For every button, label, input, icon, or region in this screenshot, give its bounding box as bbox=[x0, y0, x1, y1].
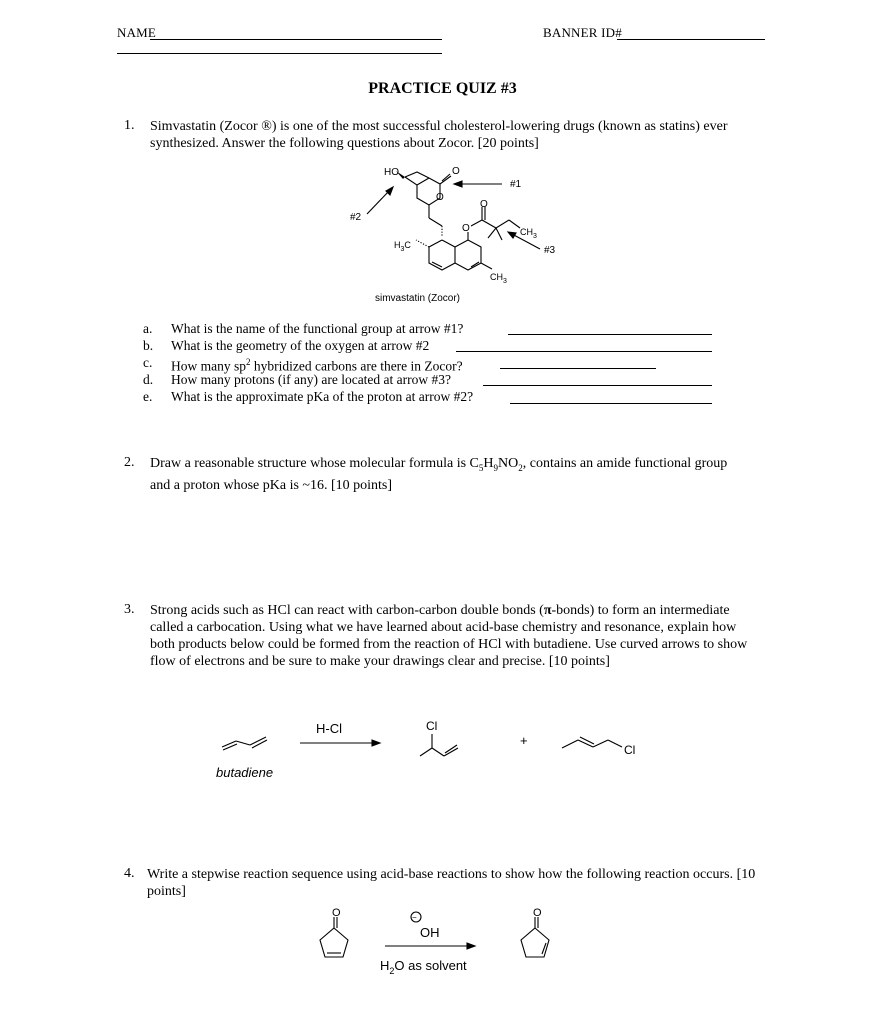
q1d-letter: d. bbox=[143, 372, 154, 387]
q2-text: Draw a reasonable structure whose molecular formula is $C_5H_9NO_2$, contains an amide functional group and a proton whose pKa is ~16. [10 points] bbox=[150, 456, 728, 493]
name-field-underline bbox=[117, 53, 442, 54]
product1-cl: Cl bbox=[426, 719, 438, 733]
q1e-text: What is the approximate pKa of the proton at arrow #2? bbox=[171, 389, 474, 404]
q1c-letter: c. bbox=[143, 355, 153, 370]
arrow-3-label: #3 bbox=[544, 245, 556, 256]
banner-id-label: BANNER ID# bbox=[543, 25, 622, 40]
q4-left-o: O bbox=[332, 907, 341, 919]
lactone-carbonyl-o: O bbox=[452, 166, 460, 177]
q4-number: 4. bbox=[124, 866, 135, 881]
hydroxide-label: OH bbox=[420, 925, 440, 940]
ester-carbonyl-o: O bbox=[480, 199, 488, 210]
q4-reaction-scheme bbox=[300, 905, 560, 985]
q1b-answer-line[interactable] bbox=[456, 351, 712, 352]
arrow-2-label: #2 bbox=[350, 212, 362, 223]
ch3-label-b: $CH_3$ bbox=[490, 272, 507, 285]
simvastatin-structure bbox=[330, 160, 580, 310]
q1c-text: How many $sp^2$ hybridized carbons are there in Zocor? bbox=[171, 357, 463, 374]
q1a-text: What is the name of the functional group at arrow #1? bbox=[171, 321, 464, 336]
plus-sign: + bbox=[520, 733, 528, 748]
q1a-letter: a. bbox=[143, 321, 153, 336]
q4-text: Write a stepwise reaction sequence using acid-base reactions to show how the following reaction occurs. [10 points] bbox=[147, 867, 756, 899]
banner-id-field-line[interactable] bbox=[617, 39, 765, 40]
arrow-1-label: #1 bbox=[510, 179, 522, 190]
name-label: NAME bbox=[117, 25, 157, 40]
name-field-line[interactable] bbox=[150, 39, 442, 40]
q1-text: Simvastatin (Zocor ®) is one of the most successful cholesterol-lowering drugs (known as statins) ever synthesized. Answer the following questions about Zocor. [20 points] bbox=[150, 119, 728, 151]
figure-caption: simvastatin (Zocor) bbox=[375, 293, 461, 304]
reagent-hcl: H-Cl bbox=[316, 721, 342, 736]
q3-reaction-scheme bbox=[210, 712, 660, 792]
butadiene-label: butadiene bbox=[216, 765, 274, 780]
h3c-label: $H_3C$ bbox=[394, 240, 411, 253]
q2-number: 2. bbox=[124, 455, 135, 470]
product2-cl: Cl bbox=[624, 743, 636, 757]
ho-label: HO bbox=[384, 167, 399, 178]
q1e-letter: e. bbox=[143, 389, 153, 404]
ester-o: O bbox=[462, 223, 470, 234]
solvent-label: $H_2O$ as solvent bbox=[380, 958, 467, 976]
q1c-answer-line[interactable] bbox=[500, 368, 656, 369]
q1-number: 1. bbox=[124, 118, 135, 133]
q1d-answer-line[interactable] bbox=[483, 385, 712, 386]
q1b-text: What is the geometry of the oxygen at arrow #2 bbox=[171, 338, 430, 353]
q4-right-o: O bbox=[533, 907, 542, 919]
lactone-ring-o: O bbox=[436, 192, 444, 203]
page-title: PRACTICE QUIZ #3 bbox=[368, 80, 517, 97]
q1e-answer-line[interactable] bbox=[510, 403, 712, 404]
q3-number: 3. bbox=[124, 602, 135, 617]
q1a-answer-line[interactable] bbox=[508, 334, 712, 335]
q3-text: Strong acids such as HCl can react with carbon-carbon double bonds (π-bonds) to form an intermediate called a carbocation. Using what we have learned about acid-base chemistry and resonance, explain how both products below could be formed from the reaction of HCl with butadiene. Use curved arrows to show flow of electrons and be sure to make your drawings clear and precise. [10 points] bbox=[150, 603, 748, 669]
ch3-label-a: $CH_3$ bbox=[520, 227, 537, 240]
q1d-text: How many protons (if any) are located at arrow #3? bbox=[171, 372, 452, 387]
q1b-letter: b. bbox=[143, 338, 154, 353]
hydroxide-charge: − bbox=[412, 913, 417, 922]
